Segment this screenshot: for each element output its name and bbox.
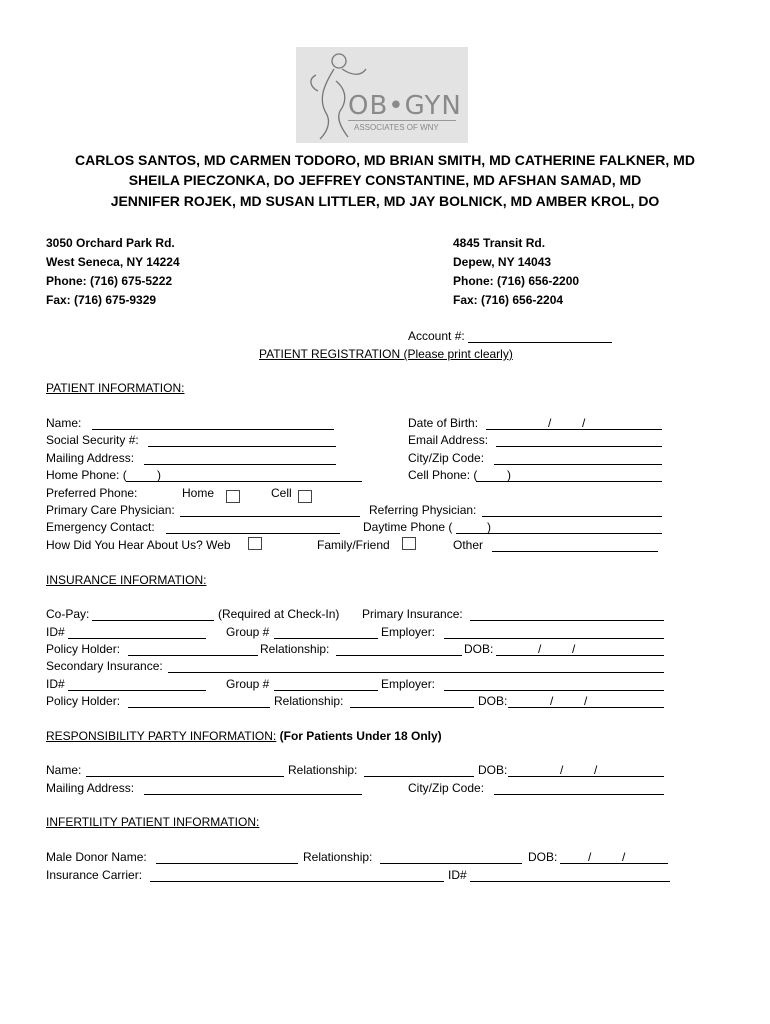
home-phone-label: Home Phone: (: [46, 468, 127, 482]
preferred-cell-label: Cell: [271, 486, 292, 500]
donor-dob-field[interactable]: [560, 863, 668, 864]
cell-phone-field[interactable]: [476, 481, 662, 482]
office-left-phone: Phone: (716) 675-5222: [46, 274, 173, 288]
secondary-group-field[interactable]: [274, 690, 378, 691]
resp-mailing-field[interactable]: [144, 794, 362, 795]
donor-relationship-label: Relationship:: [303, 850, 373, 864]
secondary-insurance-field[interactable]: [168, 672, 664, 673]
secondary-group-label: Group #: [226, 677, 270, 691]
doctors-line-2: SHEILA PIECZONKA, DO JEFFREY CONSTANTINE, MD AFSHAN SAMAD, MD: [128, 172, 642, 188]
secondary-employer-field[interactable]: [444, 690, 664, 691]
obgyn-logo: [296, 47, 468, 143]
responsibility-heading-row: [46, 729, 442, 743]
carrier-id-label: ID#: [448, 868, 467, 882]
emergency-field[interactable]: [166, 533, 340, 534]
dob-field[interactable]: [486, 429, 662, 430]
hear-web-checkbox[interactable]: [248, 537, 262, 550]
secondary-relationship-label: Relationship:: [274, 694, 344, 708]
primary-dob-slash-2: /: [572, 642, 576, 656]
primary-group-label: Group #: [226, 625, 270, 639]
donor-label: Male Donor Name:: [46, 850, 147, 864]
secondary-dob-slash-1: /: [550, 694, 554, 708]
logo-text: OB•GYN: [348, 91, 462, 121]
primary-relationship-label: Relationship:: [260, 642, 330, 656]
hear-other-label: Other: [453, 538, 484, 552]
email-field[interactable]: [496, 446, 662, 447]
copay-field[interactable]: [92, 620, 214, 621]
account-label: Account #:: [408, 329, 465, 343]
dob-slash-2: /: [582, 416, 586, 430]
daytime-paren: ): [487, 520, 491, 534]
donor-field[interactable]: [156, 863, 298, 864]
primary-dob-slash-1: /: [538, 642, 542, 656]
secondary-relationship-field[interactable]: [350, 707, 474, 708]
office-right-city: Depew, NY 14043: [453, 255, 552, 269]
doctors-line-1: CARLOS SANTOS, MD CARMEN TODORO, MD BRIAN SMITH, MD CATHERINE FALKNER, MD: [75, 152, 695, 168]
account-field[interactable]: [468, 342, 612, 343]
secondary-id-label: ID#: [46, 677, 65, 691]
primary-relationship-field[interactable]: [336, 655, 462, 656]
resp-dob-label: DOB:: [478, 763, 508, 777]
office-right-phone: Phone: (716) 656-2200: [453, 274, 580, 288]
resp-cityzip-label: City/Zip Code:: [408, 781, 485, 795]
ssn-label: Social Security #:: [46, 433, 139, 447]
primary-holder-label: Policy Holder:: [46, 642, 121, 656]
primary-group-field[interactable]: [274, 638, 378, 639]
copay-label: Co-Pay:: [46, 607, 90, 621]
preferred-phone-label: Preferred Phone:: [46, 486, 138, 500]
cityzip-field[interactable]: [494, 464, 662, 465]
office-right-street: 4845 Transit Rd.: [453, 236, 546, 250]
donor-dob-label: DOB:: [528, 850, 558, 864]
preferred-home-checkbox[interactable]: [226, 490, 240, 503]
primary-id-label: ID#: [46, 625, 65, 639]
hear-family-checkbox[interactable]: [402, 537, 416, 550]
primary-dob-field[interactable]: [496, 655, 664, 656]
resp-mailing-label: Mailing Address:: [46, 781, 135, 795]
carrier-label: Insurance Carrier:: [46, 868, 143, 882]
home-phone-paren: ): [157, 468, 161, 482]
dob-slash-1: /: [548, 416, 552, 430]
donor-dob-slash-2: /: [622, 850, 626, 864]
resp-relationship-field[interactable]: [364, 776, 474, 777]
primary-employer-field[interactable]: [444, 638, 664, 639]
email-label: Email Address:: [408, 433, 489, 447]
preferred-cell-checkbox[interactable]: [298, 490, 312, 503]
primary-insurance-field[interactable]: [470, 620, 664, 621]
carrier-field[interactable]: [150, 881, 444, 882]
carrier-id-field[interactable]: [470, 881, 670, 882]
cell-phone-label: Cell Phone: (: [408, 468, 478, 482]
logo-subtext: ASSOCIATES OF WNY: [354, 123, 439, 132]
office-left-city: West Seneca, NY 14224: [46, 255, 180, 269]
emergency-label: Emergency Contact:: [46, 520, 155, 534]
patient-name-label: Name:: [46, 416, 82, 430]
secondary-employer-label: Employer:: [381, 677, 436, 691]
dob-label: Date of Birth:: [408, 416, 479, 430]
secondary-insurance-label: Secondary Insurance:: [46, 659, 163, 673]
mailing-label: Mailing Address:: [46, 451, 135, 465]
infertility-heading: INFERTILITY PATIENT INFORMATION:: [46, 815, 260, 829]
responsibility-note: (For Patients Under 18 Only): [279, 729, 442, 743]
ssn-field[interactable]: [148, 446, 336, 447]
mailing-field[interactable]: [144, 464, 336, 465]
referring-label: Referring Physician:: [369, 503, 477, 517]
resp-dob-field[interactable]: [508, 776, 664, 777]
pcp-field[interactable]: [180, 516, 360, 517]
pcp-label: Primary Care Physician:: [46, 503, 175, 517]
office-left-street: 3050 Orchard Park Rd.: [46, 236, 175, 250]
resp-name-label: Name:: [46, 763, 82, 777]
donor-relationship-field[interactable]: [380, 863, 522, 864]
home-phone-field[interactable]: [126, 481, 362, 482]
cityzip-label: City/Zip Code:: [408, 451, 485, 465]
resp-cityzip-field[interactable]: [494, 794, 664, 795]
secondary-dob-slash-2: /: [584, 694, 588, 708]
primary-holder-field[interactable]: [128, 655, 258, 656]
hear-label: How Did You Hear About Us? Web: [46, 538, 231, 552]
cell-phone-paren: ): [507, 468, 511, 482]
insurance-heading: INSURANCE INFORMATION:: [46, 573, 207, 587]
secondary-holder-label: Policy Holder:: [46, 694, 121, 708]
donor-dob-slash-1: /: [588, 850, 592, 864]
resp-name-field[interactable]: [86, 776, 284, 777]
preferred-home-label: Home: [182, 486, 215, 500]
doctors-line-3: JENNIFER ROJEK, MD SUSAN LITTLER, MD JAY BOLNICK, MD AMBER KROL, DO: [110, 193, 660, 209]
primary-employer-label: Employer:: [381, 625, 436, 639]
primary-insurance-label: Primary Insurance:: [362, 607, 463, 621]
resp-relationship-label: Relationship:: [288, 763, 358, 777]
office-left-fax: Fax: (716) 675-9329: [46, 293, 157, 307]
form-title: PATIENT REGISTRATION (Please print clearly): [259, 347, 513, 361]
logo-divider: [348, 120, 456, 121]
secondary-dob-label: DOB:: [478, 694, 508, 708]
hear-other-field[interactable]: [492, 551, 658, 552]
hear-family-label: Family/Friend: [317, 538, 390, 552]
referring-field[interactable]: [482, 516, 662, 517]
patient-name-field[interactable]: [92, 429, 334, 430]
secondary-id-field[interactable]: [68, 690, 206, 691]
responsibility-heading: RESPONSIBILITY PARTY INFORMATION:: [46, 729, 277, 743]
patient-heading: PATIENT INFORMATION:: [46, 381, 185, 395]
primary-dob-label: DOB:: [464, 642, 494, 656]
daytime-label: Daytime Phone (: [363, 520, 453, 534]
primary-id-field[interactable]: [68, 638, 206, 639]
copay-required-note: (Required at Check-In): [218, 607, 340, 621]
resp-dob-slash-2: /: [594, 763, 598, 777]
secondary-holder-field[interactable]: [128, 707, 270, 708]
office-right-fax: Fax: (716) 656-2204: [453, 293, 564, 307]
resp-dob-slash-1: /: [560, 763, 564, 777]
